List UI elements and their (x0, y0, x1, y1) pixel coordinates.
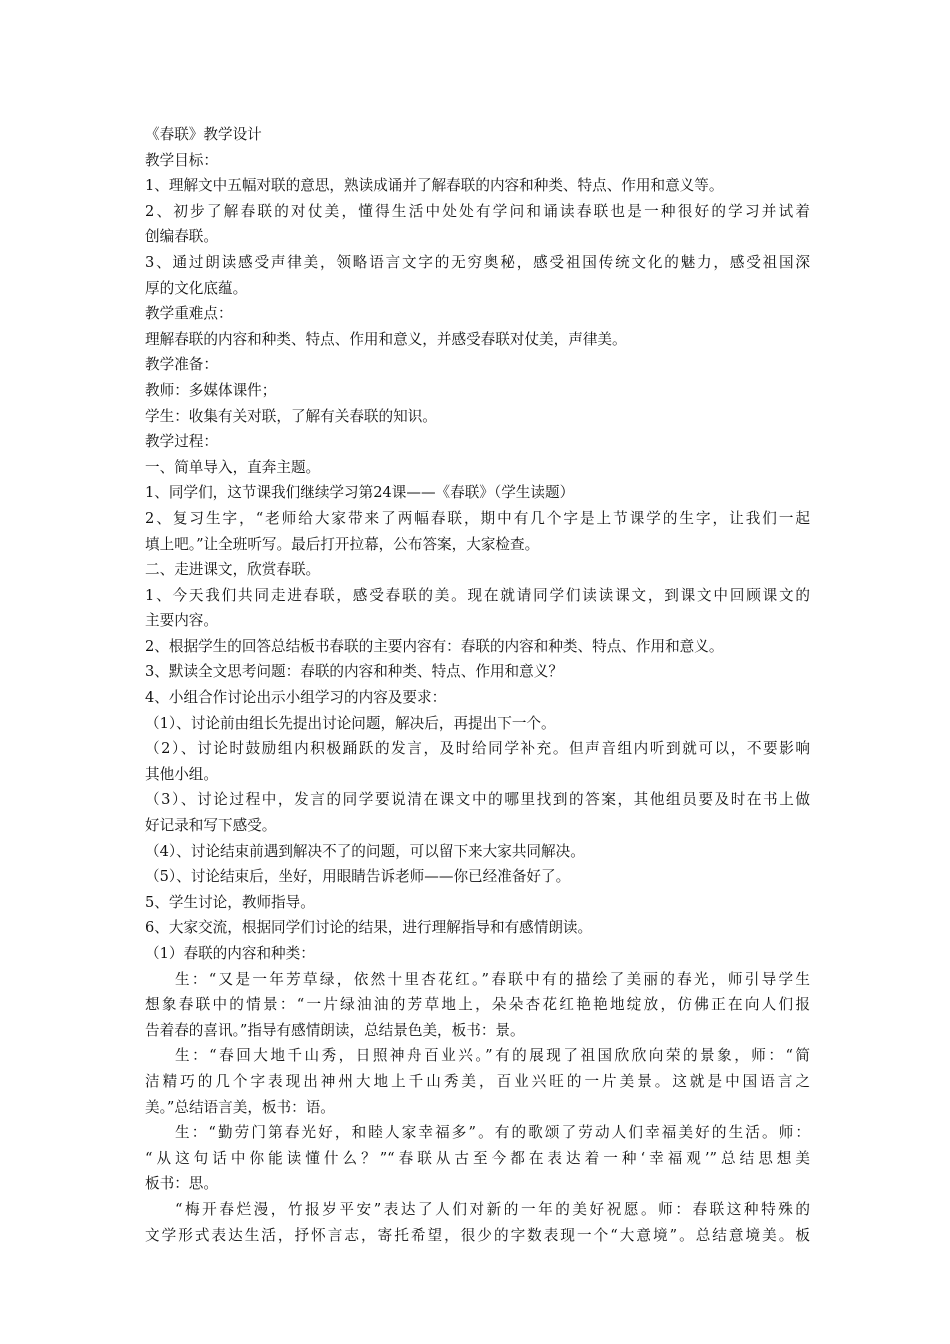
text-line: 告着春的喜讯。”指导有感情朗读，总结景色美，板书：景。 (145, 1021, 525, 1039)
text-line: 5、学生讨论，教师指导。 (145, 893, 315, 911)
text-line: 理解春联的内容和种类、特点、作用和意义，并感受春联对仗美，声律美。 (145, 330, 627, 348)
text-line: 洁精巧的几个字表现出神州大地上千山秀美，百业兴旺的一片美景。这就是中国语言之 (145, 1072, 810, 1090)
text-line: 主要内容。 (145, 612, 218, 630)
text-line: 教师：多媒体课件； (145, 381, 277, 399)
text-line: （4）、讨论结束前遇到解决不了的问题，可以留下来大家共同解决。 (145, 842, 585, 860)
text-line: （1）春联的内容和种类： (145, 945, 315, 962)
text-line: 一、简单导入，直奔主题。 (145, 458, 321, 476)
text-line: 创编春联。 (145, 228, 218, 246)
text-line: 生：“春回大地千山秀，日照神舟百业兴。”有的展现了祖国欣欣向荣的景象，师：“简 (175, 1047, 810, 1065)
text-line: 其他小组。 (145, 765, 218, 783)
text-line: 2、初步了解春联的对仗美，懂得生活中处处有学问和诵读春联也是一种很好的学习并试着 (145, 202, 810, 220)
text-line: 美。”总结语言美，板书：语。 (145, 1098, 335, 1116)
text-line: “从这句话中你能读懂什么？”“春联从古至今都在表达着一种‘幸福观’”总结思想美 (145, 1149, 810, 1167)
text-line: 教学目标： (145, 151, 218, 169)
text-line: 学生：收集有关对联，了解有关春联的知识。 (145, 407, 437, 425)
text-line: （3）、讨论过程中，发言的同学要说清在课文中的哪里找到的答案，其他组员要及时在书上做 (145, 791, 810, 809)
text-line: 1、理解文中五幅对联的意思，熟读成诵并了解春联的内容和种类、特点、作用和意义等。 (145, 177, 724, 195)
text-line: 想象春联中的情景：“一片绿油油的芳草地上，朵朵杏花红艳艳地绽放，仿佛正在向人们报 (145, 996, 810, 1014)
text-line: 2、复习生字，“老师给大家带来了两幅春联，期中有几个字是上节课学的生字，让我们一起 (145, 509, 810, 527)
text-line: 文学形式表达生活，抒怀言志，寄托希望，很少的字数表现一个“大意境”。总结意境美。板 (145, 1226, 810, 1244)
text-line: 1、同学们，这节课我们继续学习第24课——《春联》（学生读题） (145, 484, 575, 502)
text-line: 2、根据学生的回答总结板书春联的主要内容有：春联的内容和种类、特点、作用和意义。 (145, 637, 724, 655)
text-line: （5）、讨论结束后，坐好，用眼睛告诉老师——你已经准备好了。 (145, 868, 571, 886)
text-line: 1、今天我们共同走进春联，感受春联的美。现在就请同学们读读课文，到课文中回顾课文的 (145, 586, 810, 604)
document-body (145, 122, 810, 1248)
text-line: “梅开春烂漫，竹报岁平安”表达了人们对新的一年的美好祝愿。师：春联这种特殊的 (175, 1200, 810, 1218)
text-line: 教学准备： (145, 356, 218, 374)
text-line: 厚的文化底蕴。 (145, 279, 248, 297)
text-line: 3、通过朗读感受声律美，领略语言文字的无穷奥秘，感受祖国传统文化的魅力，感受祖国深 (145, 253, 810, 271)
text-line: 生：“又是一年芳草绿，依然十里杏花红。”春联中有的描绘了美丽的春光，师引导学生 (175, 970, 810, 988)
text-line: 好记录和写下感受。 (145, 817, 277, 835)
text-line: 填上吧。”让全班听写。最后打开拉幕，公布答案，大家检查。 (145, 535, 540, 553)
text-line: 6、大家交流，根据同学们讨论的结果，进行理解指导和有感情朗读。 (145, 919, 593, 937)
text-line: 3、默读全文思考问题：春联的内容和种类、特点、作用和意义？ (145, 663, 563, 681)
text-line: （2）、讨论时鼓励组内积极踊跃的发言，及时给同学补充。但声音组内听到就可以，不要影响 (145, 740, 810, 758)
text-line: 教学过程： (145, 433, 218, 451)
text-line: 《春联》教学设计 (145, 126, 262, 143)
text-line: 4、小组合作讨论出示小组学习的内容及要求： (145, 689, 447, 707)
text-line: 生：“勤劳门第春光好，和睦人家幸福多”。有的歌颂了劳动人们幸福美好的生活。师： (175, 1124, 810, 1142)
text-line: 板书：思。 (145, 1175, 218, 1193)
text-line: 二、走进课文，欣赏春联。 (145, 561, 321, 579)
text-line: 教学重难点： (145, 305, 233, 323)
text-line: （1）、讨论前由组长先提出讨论问题，解决后，再提出下一个。 (145, 714, 556, 732)
